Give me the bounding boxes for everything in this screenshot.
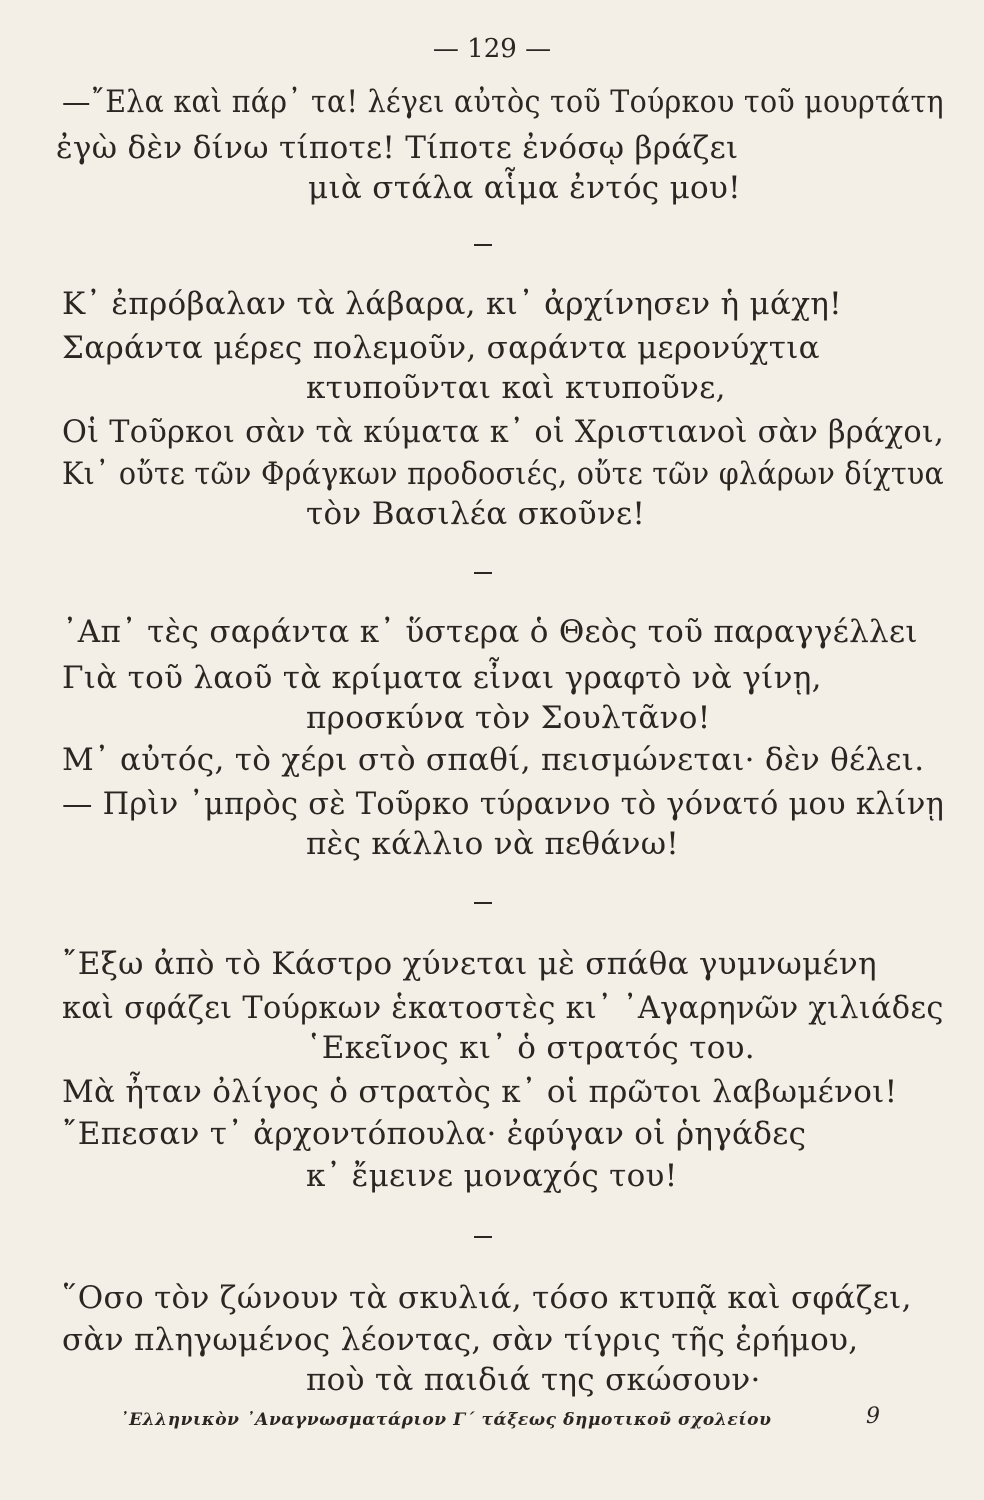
verse-line: καὶ σφάζει Τούρκων ἑκατοστὲς κι᾿ ᾿Αγαρηνῶν χιλιάδες bbox=[62, 990, 944, 1026]
stanza-separator bbox=[474, 572, 492, 574]
verse-line: ποὺ τὰ παιδιά της σκώσουν· bbox=[306, 1362, 761, 1398]
verse-line: Κ᾿ ἐπρόβαλαν τὰ λάβαρα, κι᾿ ἀρχίνησεν ἡ μάχη! bbox=[62, 286, 842, 322]
stanza-separator bbox=[474, 244, 492, 246]
verse-line: τὸν Βασιλέα σκοῦνε! bbox=[306, 496, 646, 532]
running-footer: ᾿Ελληνικὸν ᾿Αναγνωσματάριον Γ΄ τάξεως δημοτικοῦ σχολείου bbox=[120, 1410, 772, 1430]
signature-mark: 9 bbox=[866, 1404, 880, 1429]
verse-line: ῾Εκεῖνος κι᾿ ὁ στρατός του. bbox=[306, 1030, 755, 1066]
verse-line: Οἱ Τοῦρκοι σὰν τὰ κύματα κ᾿ οἱ Χριστιανοὶ σὰν βράχοι, bbox=[62, 414, 945, 450]
verse-line: κτυποῦνται καὶ κτυποῦνε, bbox=[306, 370, 726, 406]
verse-line: — Πρὶν ᾿μπρὸς σὲ Τοῦρκο τύραννο τὸ γόνατό μου κλίνῃ bbox=[62, 786, 945, 822]
verse-line: Γιὰ τοῦ λαοῦ τὰ κρίματα εἶναι γραφτὸ νὰ γίνῃ, bbox=[62, 660, 822, 696]
verse-line: ῎Επεσαν τ᾿ ἀρχοντόπουλα· ἐφύγαν οἱ ῥηγάδες bbox=[62, 1116, 807, 1152]
verse-line: ῞Οσο τὸν ζώνουν τὰ σκυλιά, τόσο κτυπᾷ καὶ σφάζει, bbox=[62, 1280, 912, 1316]
verse-line: Κι᾿ οὔτε τῶν Φράγκων προδοσιές, οὔτε τῶν φλάρων δίχτυα bbox=[62, 456, 945, 492]
verse-line: προσκύνα τὸν Σουλτᾶνο! bbox=[306, 700, 711, 736]
verse-line: —῎Ελα καὶ πάρ᾿ τα! λέγει αὐτὸς τοῦ Τούρκου τοῦ μουρτάτη bbox=[62, 84, 944, 120]
verse-line: ᾿Απ᾿ τὲς σαράντα κ᾿ ὕστερα ὁ Θεὸς τοῦ παραγγέλλει bbox=[62, 614, 918, 650]
stanza-separator bbox=[474, 1236, 492, 1238]
verse-line: πὲς κάλλιο νὰ πεθάνω! bbox=[306, 826, 680, 862]
verse-line: ἐγὼ δὲν δίνω τίποτε! Τίποτε ἐνόσῳ βράζει bbox=[56, 130, 739, 166]
verse-line: ῎Εξω ἀπὸ τὸ Κάστρο χύνεται μὲ σπάθα γυμνωμένη bbox=[62, 946, 877, 982]
verse-line: μιὰ στάλα αἷμα ἐντός μου! bbox=[308, 170, 741, 206]
stanza-separator bbox=[474, 902, 492, 904]
verse-line: Μ᾿ αὐτός, τὸ χέρι στὸ σπαθί, πεισμώνεται· δὲν θέλει. bbox=[62, 742, 925, 778]
page-number: — 129 — bbox=[432, 34, 552, 64]
verse-line: Σαράντα μέρες πολεμοῦν, σαράντα μερονύχτια bbox=[62, 330, 820, 366]
verse-line: κ᾿ ἔμεινε μοναχός του! bbox=[306, 1158, 678, 1194]
verse-line: Μὰ ἦταν ὀλίγος ὁ στρατὸς κ᾿ οἱ πρῶτοι λαβωμένοι! bbox=[62, 1074, 898, 1110]
verse-line: σὰν πληγωμένος λέοντας, σὰν τίγρις τῆς ἐρήμου, bbox=[62, 1322, 859, 1358]
